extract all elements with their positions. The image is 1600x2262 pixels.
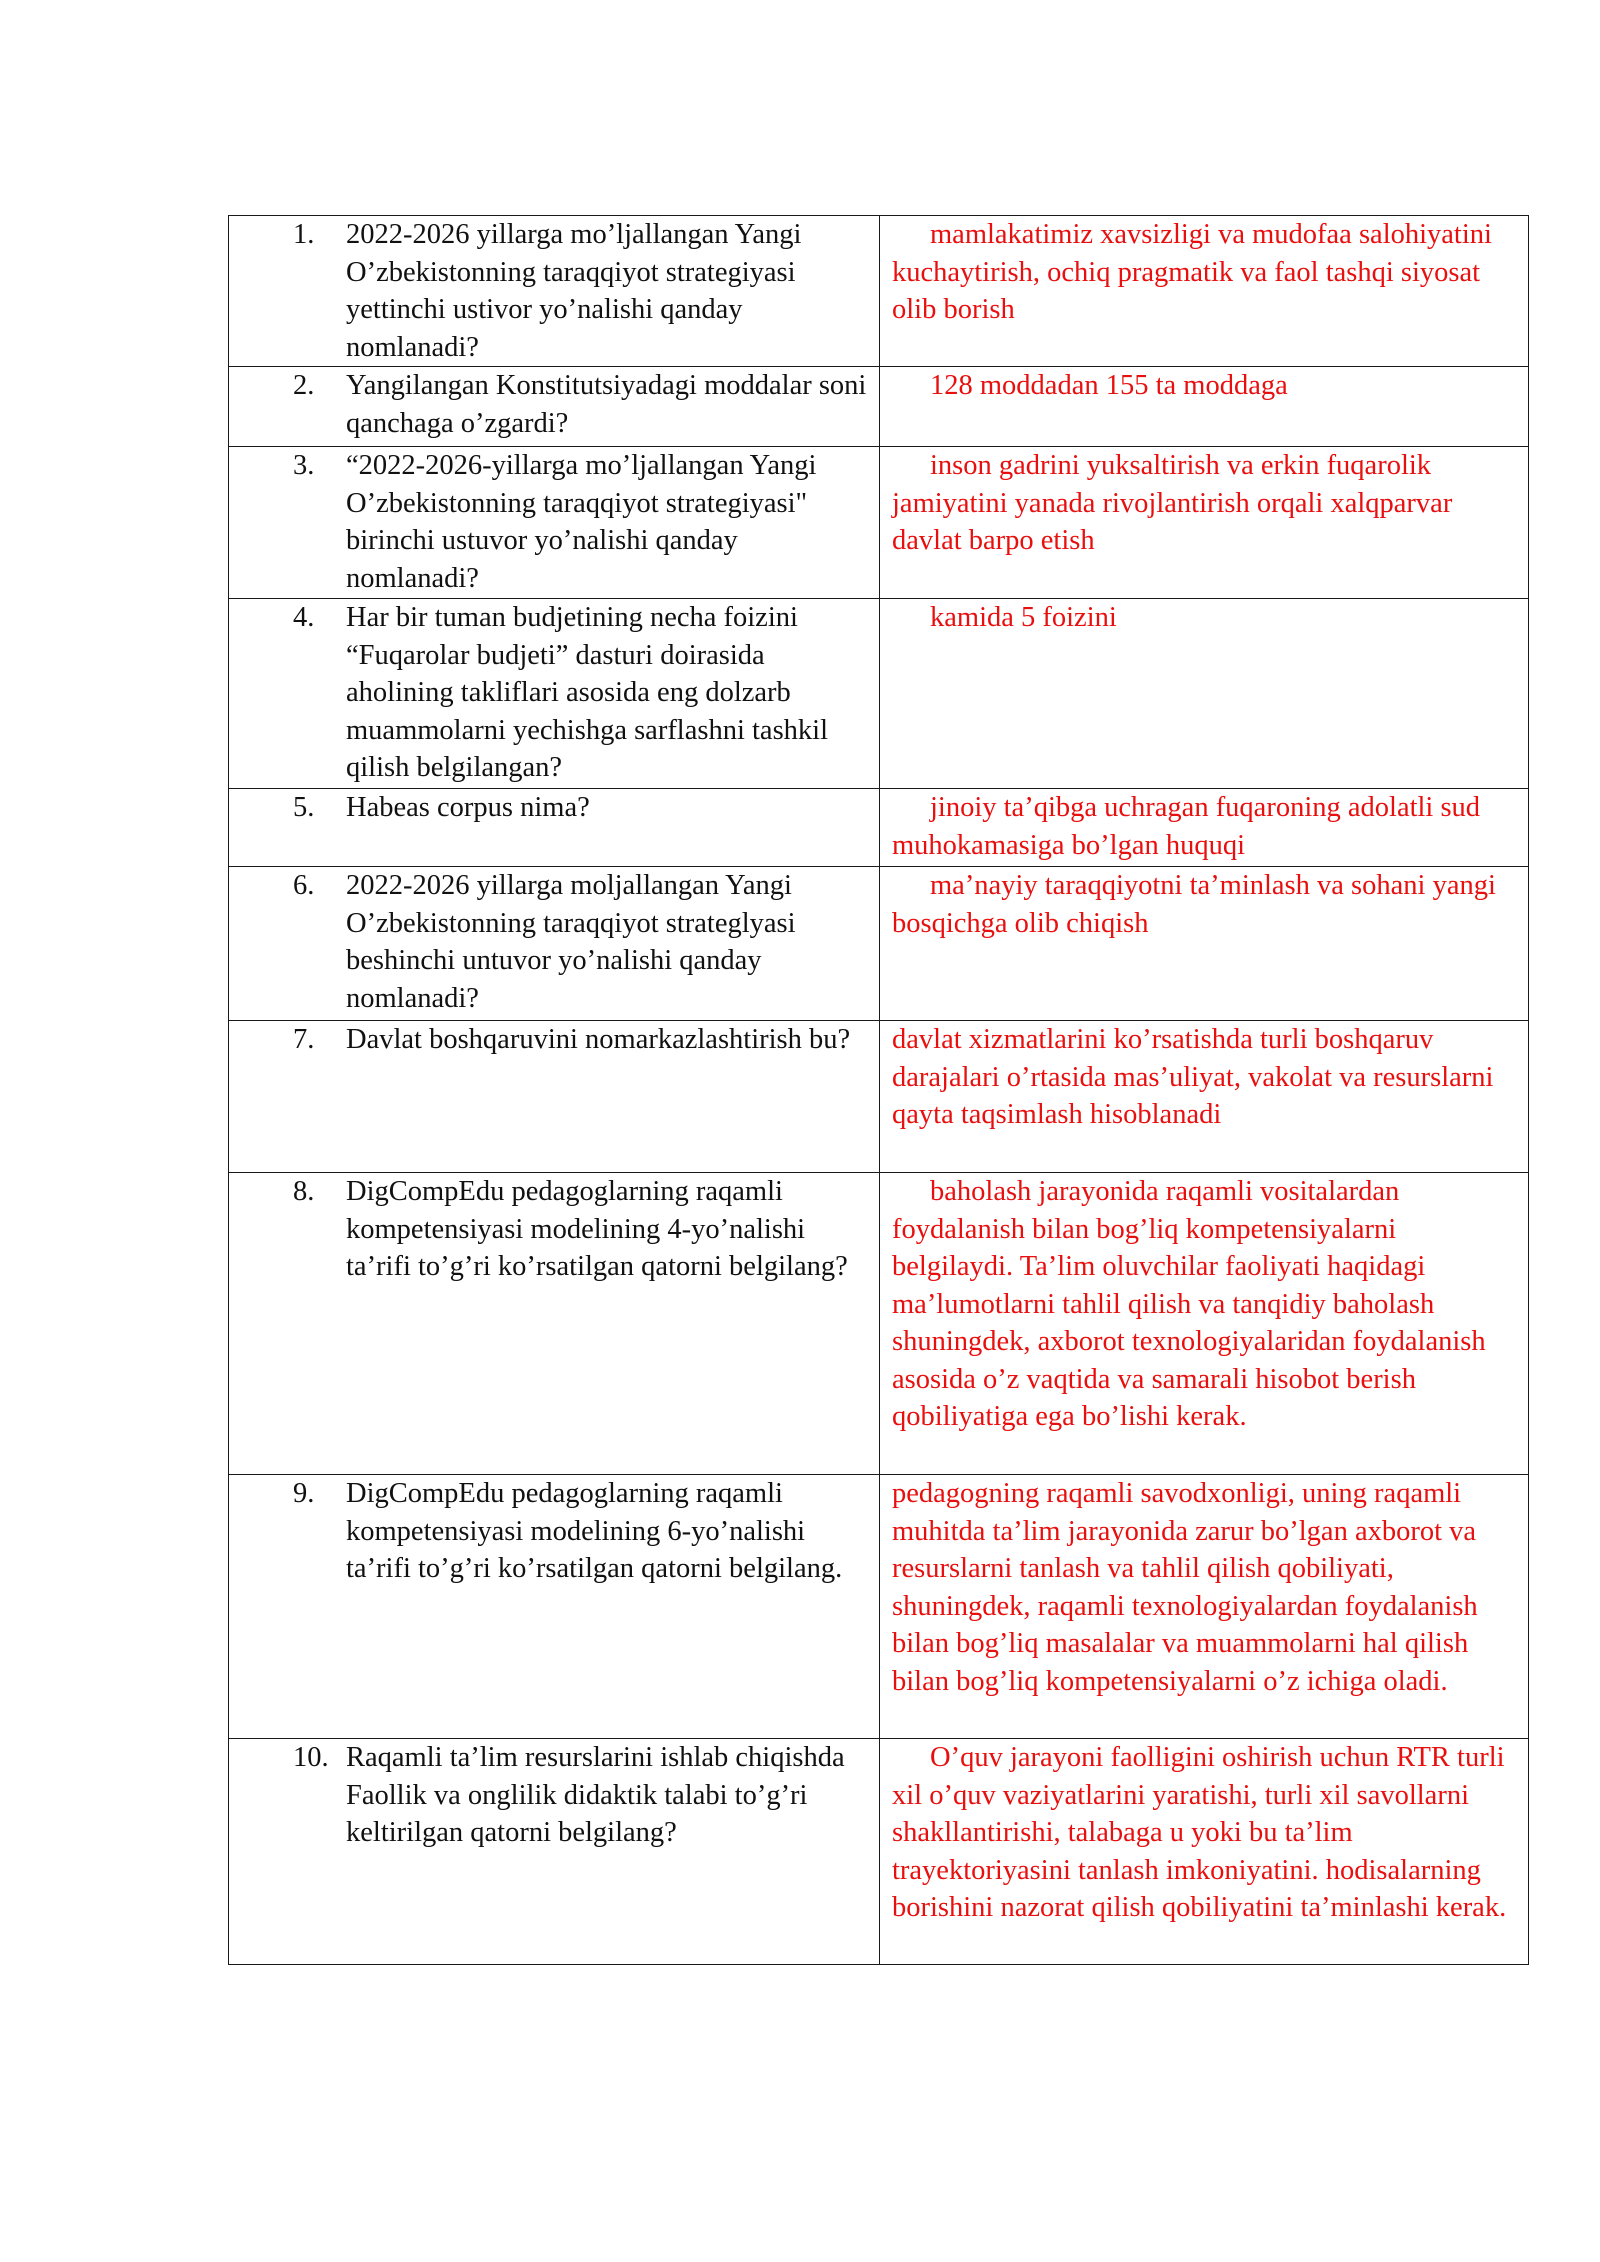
question-cell xyxy=(229,216,880,367)
answer-cell xyxy=(880,447,1529,599)
question-number: 10. xyxy=(293,1742,329,1773)
table-row xyxy=(229,599,1529,789)
question-number: 3. xyxy=(293,450,315,481)
question-cell xyxy=(229,1173,880,1475)
answer-text: mamlakatimiz xavsizligi va mudofaa salohiyatini kuchaytirish, ochiq pragmatik va faol tashqi siyosat olib borish xyxy=(892,219,1492,325)
answer-cell xyxy=(880,1021,1529,1173)
question-cell xyxy=(229,447,880,599)
question-number: 6. xyxy=(293,870,315,901)
question-text: Yangilangan Konstitutsiyadagi moddalar soni qanchaga o’zgardi? xyxy=(346,370,867,439)
answer-text: davlat xizmatlarini ko’rsatishda turli boshqaruv darajalari o’rtasida mas’uliyat, vakolat va resurslarni qayta taqsimlash hisoblanadi xyxy=(892,1024,1494,1130)
question-cell xyxy=(229,867,880,1021)
table-row xyxy=(229,1475,1529,1739)
answer-text: O’quv jarayoni faolligini oshirish uchun RTR turli xil o’quv vaziyatlarini yaratishi, turli xil savollarni shakllantirishi, talabaga u yoki bu ta’lim trayektoriyasini tanlash imkoniyatini. hodisalarning borishini nazorat qilish qobiliyatini ta’minlashi kerak. xyxy=(892,1742,1507,1923)
answer-text: pedagogning raqamli savodxonligi, uning raqamli muhitda ta’lim jarayonida zarur bo’lgan axborot va resurslarni tanlash va tahlil qilish qobiliyati, shuningdek, raqamli texnologiyalardan foydalanish bilan bog’liq masalalar va muammolarni hal qilish bilan bog’liq kompetensiyalarni o’z ichiga oladi. xyxy=(892,1478,1478,1697)
table-row xyxy=(229,1739,1529,1965)
question-text: 2022-2026 yillarga moljallangan Yangi O’zbekistonning taraqqiyot strateglyasi beshinchi untuvor yo’nalishi qanday nomlanadi? xyxy=(346,870,796,1014)
answer-cell xyxy=(880,1475,1529,1739)
questions-table-body xyxy=(229,216,1529,1965)
table-row xyxy=(229,367,1529,447)
question-cell xyxy=(229,1021,880,1173)
question-text: Davlat boshqaruvini nomarkazlashtirish bu? xyxy=(346,1024,851,1055)
question-text: DigCompEdu pedagoglarning raqamli kompetensiyasi modelining 6-yo’nalishi ta’rifi to’g’ri ko’rsatilgan qatorni belgilang. xyxy=(346,1478,843,1584)
answer-cell xyxy=(880,367,1529,447)
question-number: 5. xyxy=(293,792,315,823)
question-cell xyxy=(229,599,880,789)
answer-cell xyxy=(880,1739,1529,1965)
question-text: Har bir tuman budjetining necha foizini “Fuqarolar budjeti” dasturi doirasida aholining takliflari asosida eng dolzarb muammolarni yechishga sarflashni tashkil qilish belgilangan? xyxy=(346,602,829,783)
table-row xyxy=(229,216,1529,367)
question-text: Habeas corpus nima? xyxy=(346,792,590,823)
answer-text: jinoiy ta’qibga uchragan fuqaroning adolatli sud muhokamasiga bo’lgan huquqi xyxy=(892,792,1481,861)
question-cell xyxy=(229,1739,880,1965)
question-number: 9. xyxy=(293,1478,315,1509)
table-row xyxy=(229,1173,1529,1475)
answer-cell xyxy=(880,216,1529,367)
table-row xyxy=(229,447,1529,599)
answer-cell xyxy=(880,1173,1529,1475)
question-text: DigCompEdu pedagoglarning raqamli kompetensiyasi modelining 4-yo’nalishi ta’rifi to’g’ri ko’rsatilgan qatorni belgilang? xyxy=(346,1176,848,1282)
question-number: 4. xyxy=(293,602,315,633)
table-row xyxy=(229,789,1529,867)
question-number: 8. xyxy=(293,1176,315,1207)
question-number: 1. xyxy=(293,219,315,250)
question-cell xyxy=(229,367,880,447)
table-row xyxy=(229,1021,1529,1173)
answer-text: baholash jarayonida raqamli vositalardan foydalanish bilan bog’liq kompetensiyalarni belgilaydi. Ta’lim oluvchilar faoliyati haqidagi ma’lumotlarni tahlil qilish va tanqidiy baholash shuningdek, axborot texnologiyalaridan foydalanish asosida o’z vaqtida va samarali hisobot berish qobiliyatiga ega bo’lishi kerak. xyxy=(892,1176,1486,1432)
question-text: “2022-2026-yillarga mo’ljallangan Yangi O’zbekistonning taraqqiyot strategiyasi" birinchi ustuvor yo’nalishi qanday nomlanadi? xyxy=(346,450,817,594)
answer-cell xyxy=(880,789,1529,867)
question-cell xyxy=(229,789,880,867)
question-number: 2. xyxy=(293,370,315,401)
answer-cell xyxy=(880,867,1529,1021)
questions-table xyxy=(228,215,1529,1965)
question-cell xyxy=(229,1475,880,1739)
answer-cell xyxy=(880,599,1529,789)
answer-text: inson gadrini yuksaltirish va erkin fuqarolik jamiyatini yanada rivojlantirish orqali xalqparvar davlat barpo etish xyxy=(892,450,1453,556)
table-row xyxy=(229,867,1529,1021)
answer-text: ma’nayiy taraqqiyotni ta’minlash va sohani yangi bosqichga olib chiqish xyxy=(892,870,1496,939)
question-text: Raqamli ta’lim resurslarini ishlab chiqishda Faollik va onglilik didaktik talabi to’g’ri keltirilgan qatorni belgilang? xyxy=(346,1742,845,1848)
question-text: 2022-2026 yillarga mo’ljallangan Yangi O’zbekistonning taraqqiyot strategiyasi yettinchi ustivor yo’nalishi qanday nomlanadi? xyxy=(346,219,802,363)
answer-text: kamida 5 foizini xyxy=(930,602,1117,633)
question-number: 7. xyxy=(293,1024,315,1055)
answer-text: 128 moddadan 155 ta moddaga xyxy=(930,370,1288,401)
